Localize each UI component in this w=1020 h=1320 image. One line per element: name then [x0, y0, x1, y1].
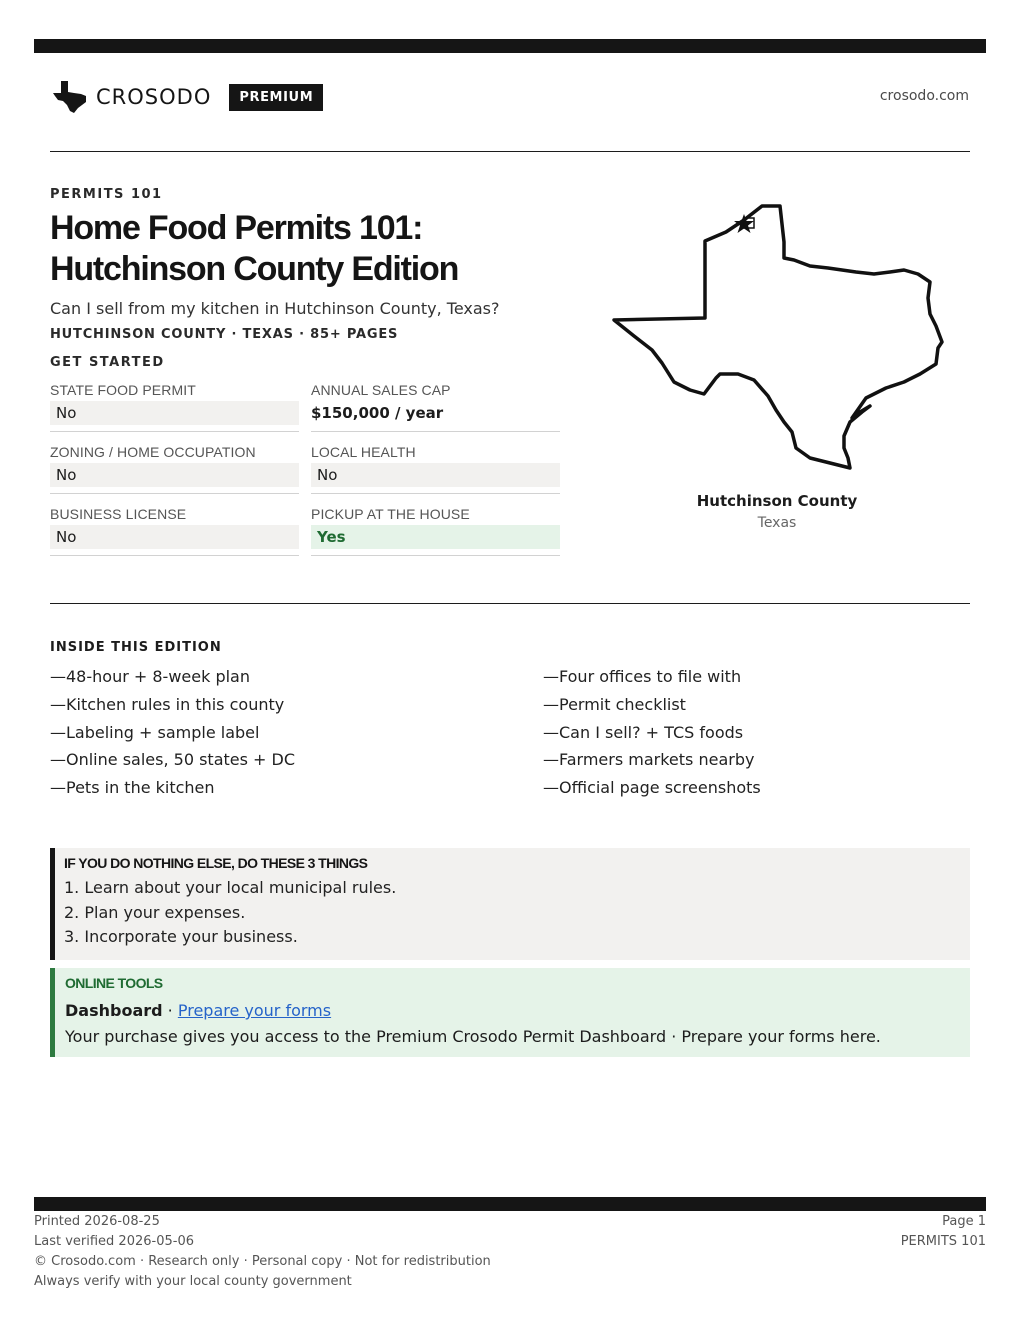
- facts-grid: [50, 382, 560, 556]
- fact-label: STATE FOOD PERMIT: [50, 382, 196, 398]
- site-url[interactable]: crosodo.com: [879, 88, 969, 104]
- map-county-label: Hutchinson County: [696, 492, 858, 510]
- prepare-forms-link[interactable]: Prepare your forms: [177, 1001, 332, 1020]
- toc-item: —Labeling + sample label: [50, 722, 260, 742]
- brand[interactable]: [52, 80, 323, 114]
- fact-local-health: [311, 444, 560, 494]
- title-line-2: Hutchinson County Edition: [50, 250, 459, 288]
- inside-heading: INSIDE THIS EDITION: [50, 640, 222, 655]
- section-kicker: PERMITS 101: [50, 187, 163, 202]
- footer-bar: [34, 1197, 986, 1211]
- callout-item: 1. Learn about your local municipal rules.: [64, 878, 397, 897]
- edition-meta: HUTCHINSON COUNTY · TEXAS · 85+ PAGES: [50, 327, 399, 342]
- dashboard-label: Dashboard: [65, 1001, 163, 1020]
- fact-value: $150,000 / year: [311, 404, 444, 422]
- section-divider: [50, 603, 970, 604]
- toc-item: —Permit checklist: [543, 694, 686, 714]
- toc-item: —48-hour + 8-week plan: [50, 667, 250, 686]
- premium-badge: PREMIUM: [229, 84, 323, 111]
- callout-heading: IF YOU DO NOTHING ELSE, DO THESE 3 THINGS: [64, 855, 368, 871]
- toc-item: —Can I sell? + TCS foods: [543, 722, 744, 742]
- toc-left-column: [50, 665, 295, 804]
- fact-state-food-permit: [50, 382, 299, 432]
- fact-label: LOCAL HEALTH: [311, 444, 416, 460]
- verified-date: Last verified 2026-05-06: [34, 1234, 194, 1249]
- copyright-notice: © Crosodo.com · Research only · Personal copy · Not for redistribution: [34, 1254, 491, 1269]
- fact-label: ZONING / HOME OCCUPATION: [50, 444, 256, 460]
- fact-value: No: [311, 463, 560, 487]
- toc-item: —Official page screenshots: [543, 778, 761, 798]
- page-number: Page 1: [942, 1214, 986, 1229]
- get-started-heading: GET STARTED: [50, 355, 165, 370]
- toc-item: —Online sales, 50 states + DC: [50, 750, 296, 770]
- fact-value: No: [50, 463, 299, 487]
- toc-item: —Four offices to file with: [543, 667, 742, 686]
- tools-line: [65, 1000, 970, 1026]
- map-state-label: Texas: [757, 515, 797, 531]
- disclaimer: Always verify with your local county government: [34, 1274, 352, 1289]
- footer-left: [34, 1212, 491, 1292]
- fact-pickup: [311, 506, 560, 556]
- footer-right: [901, 1212, 986, 1252]
- texas-star-icon: [52, 80, 88, 114]
- toc-right-column: [543, 665, 761, 804]
- tools-separator: ·: [162, 1001, 178, 1020]
- fact-label: PICKUP AT THE HOUSE: [311, 506, 470, 522]
- printed-date: Printed 2026-08-25: [34, 1214, 160, 1229]
- title-line-1: Home Food Permits 101:: [50, 209, 423, 247]
- page-subtitle: Can I sell from my kitchen in Hutchinson County, Texas?: [50, 299, 500, 318]
- brand-name: CROSODO: [96, 85, 212, 109]
- fact-label: BUSINESS LICENSE: [50, 506, 187, 522]
- texas-map: [608, 198, 948, 480]
- page-title: [50, 208, 590, 290]
- fact-value: No: [50, 525, 299, 549]
- header-divider: [50, 151, 970, 152]
- tools-description: Your purchase gives you access to the Premium Crosodo Permit Dashboard · Prepare your forms here.: [65, 1027, 881, 1046]
- footer-section: PERMITS 101: [900, 1234, 986, 1249]
- fact-zoning: [50, 444, 299, 494]
- toc-item: —Pets in the kitchen: [50, 778, 215, 798]
- fact-label: ANNUAL SALES CAP: [311, 382, 451, 398]
- fact-business-license: [50, 506, 299, 556]
- toc-item: —Farmers markets nearby: [543, 750, 755, 770]
- callout-list: [64, 877, 970, 951]
- top-bar: [34, 39, 986, 53]
- toc-item: —Kitchen rules in this county: [50, 694, 285, 714]
- fact-value: No: [50, 401, 299, 425]
- fact-annual-sales-cap: [311, 382, 560, 432]
- callout-item: 3. Incorporate your business.: [64, 927, 298, 946]
- online-tools-panel: [50, 968, 970, 1057]
- fact-value: Yes: [311, 525, 560, 549]
- callout-item: 2. Plan your expenses.: [64, 902, 246, 922]
- texas-outline: [614, 206, 942, 468]
- three-things-callout: [50, 848, 970, 960]
- tools-heading: ONLINE TOOLS: [65, 975, 163, 991]
